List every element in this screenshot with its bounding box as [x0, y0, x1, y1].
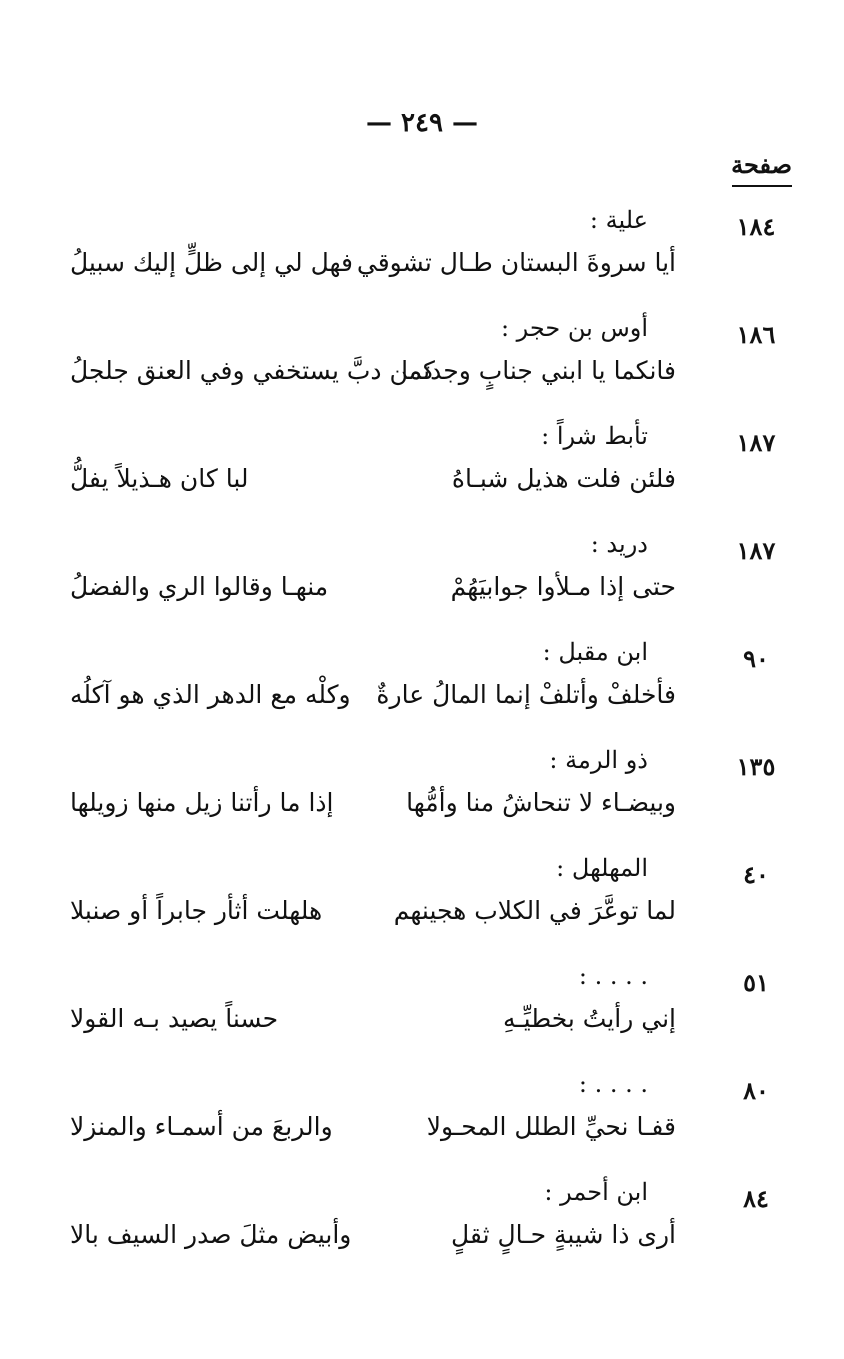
- entry-header: [0, 962, 844, 1002]
- verse-second-hemistich: والربعَ من أسمـاء والمنزلا: [70, 1112, 333, 1141]
- entry-page-number: ٨٠: [743, 1076, 769, 1105]
- verse-second-hemistich: منهـا وقالوا الري والفضلُ: [70, 572, 329, 601]
- entry-poet-name: دريد :: [590, 530, 648, 558]
- verse-first-hemistich: أيا سروةَ البستان طـال تشوقي: [356, 248, 676, 277]
- verse-entry: [0, 846, 844, 954]
- entry-poet-name: ذو الرمة :: [549, 746, 648, 774]
- verse-second-hemistich: كمن دبَّ يستخفي وفي العنق جلجلُ: [70, 356, 435, 385]
- entry-header: [0, 1178, 844, 1218]
- entry-page-number: ١٨٧: [736, 428, 776, 457]
- verse-entry: [0, 738, 844, 846]
- verse-second-hemistich: إذا ما رأتنا زيل منها زويلها: [70, 788, 334, 817]
- entry-page-number: ١٨٤: [736, 212, 776, 241]
- verse-second-hemistich: حسناً يصيد بـه القولا: [70, 1004, 279, 1033]
- entry-page-number: ١٨٦: [736, 320, 776, 349]
- entry-poet-name: . . . . :: [578, 1070, 648, 1098]
- verse-first-hemistich: قفـا نحيِّ الطلل المحـولا: [426, 1112, 676, 1141]
- verse-first-hemistich: وبيضـاء لا تنحاشُ منا وأمُّها: [406, 788, 676, 817]
- verse-line: [0, 356, 844, 400]
- verse-entry: [0, 954, 844, 1062]
- entry-header: [0, 854, 844, 894]
- verse-line: [0, 1112, 844, 1156]
- entry-header: [0, 530, 844, 570]
- verse-entry: [0, 522, 844, 630]
- verse-line: [0, 1004, 844, 1048]
- verse-second-hemistich: وكلْه مع الدهر الذي هو آكلُه: [70, 680, 351, 709]
- verse-first-hemistich: إني رأيتُ بخطيِّـهِ: [502, 1004, 676, 1033]
- verse-line: [0, 572, 844, 616]
- entry-header: [0, 206, 844, 246]
- entry-page-number: ١٨٧: [736, 536, 776, 565]
- page-number: — ٢٤٩ —: [365, 108, 479, 138]
- entry-poet-name: المهلهل :: [556, 854, 648, 882]
- verse-entry: [0, 1062, 844, 1170]
- entry-page-number: ٨٤: [743, 1184, 769, 1213]
- entry-page-number: ٩٠: [743, 644, 769, 673]
- verse-second-hemistich: فهل لي إلى ظلٍّ إليك سبيلُ: [70, 248, 353, 277]
- verse-line: [0, 1220, 844, 1264]
- entry-poet-name: ابن أحمر :: [544, 1178, 648, 1206]
- entry-poet-name: . . . . :: [578, 962, 648, 990]
- column-header-page: صفحة: [732, 150, 792, 187]
- verse-line: [0, 464, 844, 508]
- entry-header: [0, 314, 844, 354]
- verse-entry: [0, 1170, 844, 1278]
- verse-line: [0, 680, 844, 724]
- entry-page-number: ٥١: [743, 968, 769, 997]
- entry-poet-name: علية :: [589, 206, 648, 234]
- verse-first-hemistich: فأخلفْ وأتلفْ إنما المالُ عارةٌ: [376, 680, 676, 709]
- entry-header: [0, 638, 844, 678]
- verse-second-hemistich: وأبيض مثلَ صدر السيف بالا: [70, 1220, 352, 1249]
- verse-second-hemistich: لبا كان هـذيلاً يفلُّ: [70, 464, 249, 493]
- verse-first-hemistich: لما توعَّرَ في الكلاب هجينهم: [393, 896, 676, 925]
- verse-first-hemistich: أرى ذا شيبةٍ حـالٍ ثقلٍ: [451, 1220, 676, 1249]
- verse-first-hemistich: فلئن فلت هذيل شبـاهُ: [451, 464, 676, 493]
- entry-poet-name: تأبط شراً :: [541, 422, 648, 450]
- verse-index: [0, 198, 844, 1278]
- entry-header: [0, 1070, 844, 1110]
- entry-poet-name: ابن مقبل :: [542, 638, 648, 666]
- entry-poet-name: أوس بن حجر :: [500, 314, 648, 342]
- verse-line: [0, 248, 844, 292]
- entry-header: [0, 422, 844, 462]
- verse-entry: [0, 414, 844, 522]
- verse-second-hemistich: هلهلت أثأر جابراً أو صنبلا: [70, 896, 323, 925]
- entry-page-number: ١٣٥: [736, 752, 776, 781]
- verse-entry: [0, 630, 844, 738]
- entry-page-number: ٤٠: [743, 860, 769, 889]
- verse-first-hemistich: فانكما يا ابني جنابٍ وجدتما: [401, 356, 676, 385]
- verse-entry: [0, 306, 844, 414]
- verse-line: [0, 896, 844, 940]
- verse-line: [0, 788, 844, 832]
- verse-first-hemistich: حتى إذا مـلأوا جوابيَهُمْ: [450, 572, 676, 601]
- verse-entry: [0, 198, 844, 306]
- entry-header: [0, 746, 844, 786]
